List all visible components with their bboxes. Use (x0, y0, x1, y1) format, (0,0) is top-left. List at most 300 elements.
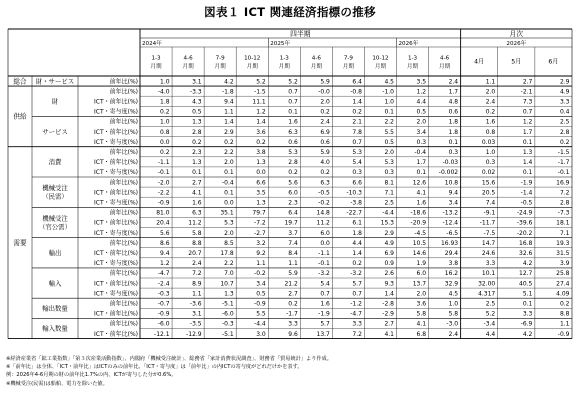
metric-label: ICT・前年比(%) (93, 98, 138, 106)
table-cell: 3.3 (522, 310, 533, 318)
table-cell: -0.0 (318, 88, 330, 96)
table-cell: 0.1 (224, 189, 234, 197)
header-quarter: 1-3 (407, 55, 418, 62)
table-cell: -3.5 (189, 320, 202, 328)
table-cell: -0.2 (254, 270, 266, 278)
table-cell: 1.6 (416, 199, 427, 207)
table-cell: 2.7 (288, 290, 298, 298)
table-cell: 2.9 (384, 229, 394, 237)
table-cell: 3.5 (256, 189, 266, 197)
table-cell: 32.9 (444, 280, 459, 288)
table-cell: 1.6 (320, 300, 330, 308)
metric-label: 前年比(%) (109, 118, 138, 126)
table-cell: 1.4 (384, 290, 394, 298)
header-quarter: 月期 (182, 63, 194, 70)
header-quarter: 1-3 (279, 55, 289, 62)
table-cell: 3.4 (256, 280, 266, 288)
table-cell: 1.1 (192, 290, 202, 298)
table-cell: -5.1 (221, 300, 234, 308)
item-label: 機械受注 (42, 184, 68, 193)
metric-label: 前年比(%) (109, 209, 138, 217)
item-label: 機械受注 (42, 214, 68, 223)
table-cell: -0.1 (557, 169, 570, 177)
table-cell: 9.2 (256, 249, 266, 257)
table-cell: -12.1 (154, 330, 170, 338)
table-cell: 7.3 (522, 98, 533, 106)
table-cell: -3.6 (189, 300, 202, 308)
table-cell: 7.4 (485, 199, 496, 207)
table-cell: 5.4 (352, 159, 362, 167)
table-cell: 24.6 (481, 249, 496, 257)
table-cell: 7.0 (224, 270, 234, 278)
table-cell: -1.7 (286, 310, 298, 318)
table-cell: 9.6 (288, 330, 298, 338)
header-quarter: 月期 (310, 63, 322, 70)
table-cell: -0.4 (221, 179, 234, 187)
item-label: 輸入数量 (42, 324, 68, 333)
table-cell: 5.6 (160, 229, 170, 237)
header-quarter: 4-6 (183, 55, 193, 62)
table-cell: 16.8 (519, 239, 533, 247)
item-label: （民需） (42, 192, 68, 201)
footnote: ※「前年比」は全体、「ICT・前年比」はICTのみの前年比、「ICT・寄与度」は「前年比」の内ICTの寄与度がどれだけかを表す。 (6, 364, 303, 371)
table-cell: 0.6 (288, 138, 298, 146)
table-cell: 27.4 (556, 280, 570, 288)
table-cell: 6.3 (320, 179, 330, 187)
table-cell: 7.2 (192, 270, 202, 278)
metric-label: ICT・寄与度(%) (93, 169, 138, 177)
table-cell: 1.7 (522, 128, 533, 136)
header-month: 6月 (548, 58, 559, 66)
table-cell: 14.6 (412, 249, 427, 257)
table-cell: 2.8 (192, 128, 202, 136)
table-cell: 5.3 (288, 148, 298, 156)
table-cell: 0.6 (448, 108, 459, 116)
table-cell: 0.2 (352, 260, 362, 268)
footnote: ※経済産業省「鉱工業指数」「第３次産業活動指数」、内閣府「機械受注統計」、総務省「家計消費状況調査」、財務省「貿易統計」より作成。 (6, 356, 332, 362)
table-cell: 5.9 (320, 148, 330, 156)
table-cell: -3.2 (350, 270, 362, 278)
table-cell: 3.6 (416, 300, 427, 308)
table-cell: 0.1 (192, 169, 202, 177)
table-cell: 3.2 (256, 239, 266, 247)
table-cell: 5.9 (288, 270, 298, 278)
table-cell: -3.3 (189, 88, 202, 96)
table-cell: 0.0 (256, 169, 266, 177)
table-cell: -9.1 (483, 209, 496, 217)
table-cell: -4.7 (157, 270, 170, 278)
table-cell: -11.7 (479, 219, 496, 227)
table-cell: 8.8 (559, 310, 570, 318)
table-cell: 1.8 (448, 118, 459, 126)
table-cell: 6.0 (320, 229, 330, 237)
table-cell: -0.3 (221, 320, 234, 328)
group-label: 総合 (13, 77, 27, 86)
table-cell: 1.4 (256, 118, 266, 126)
table-cell: 1.2 (160, 260, 170, 268)
table-cell: 3.3 (352, 320, 362, 328)
table-cell: 0.2 (160, 108, 170, 116)
table-cell: 0.9 (384, 260, 394, 268)
table-cell: -4.4 (382, 209, 394, 217)
table-cell: 2.4 (485, 98, 496, 106)
table-cell: 0.5 (384, 138, 394, 146)
table-cell: -0.5 (318, 189, 330, 197)
table-cell: 1.2 (256, 108, 266, 116)
table-cell: -0.7 (157, 300, 170, 308)
table-cell: -0.9 (157, 310, 170, 318)
table-cell: 0.1 (448, 138, 459, 146)
table-cell: 0.2 (256, 138, 266, 146)
table-cell: 4.1 (416, 320, 427, 328)
table-cell: 13.7 (412, 280, 427, 288)
table-cell: 5.4 (320, 280, 330, 288)
table-cell: 6.3 (192, 209, 202, 217)
table-cell: 15.3 (380, 219, 394, 227)
table-cell: -1.5 (254, 88, 266, 96)
table-cell: -18.6 (410, 209, 427, 217)
table-cell: -7.5 (483, 229, 496, 237)
table-cell: 2.0 (224, 159, 234, 167)
table-cell: -1.4 (520, 189, 533, 197)
table-cell: 6.4 (352, 78, 362, 86)
table-cell: 0.1 (288, 108, 298, 116)
table-cell: -0.9 (157, 199, 170, 207)
metric-label: ICT・寄与度(%) (93, 199, 138, 207)
table-cell: 5.5 (256, 310, 266, 318)
table-cell: 2.0 (485, 88, 496, 96)
header-quarter: 4-6 (440, 55, 450, 62)
table-cell: -3.4 (483, 320, 496, 328)
table-cell: 1.4 (224, 118, 234, 126)
table-cell: -1.9 (520, 179, 533, 187)
table-cell: 3.6 (256, 128, 266, 136)
page-title: 図表１ ICT 関連経済指標の推移 (204, 5, 376, 19)
table-cell: -0.5 (520, 199, 533, 207)
table-cell: 8.4 (288, 249, 298, 257)
table-cell: 1.8 (352, 229, 362, 237)
table-cell: 40.5 (519, 280, 533, 288)
table-cell: 7.2 (352, 330, 362, 338)
table-cell: 0.3 (485, 159, 496, 167)
table-cell: 1.0 (448, 300, 459, 308)
table-cell: 0.2 (559, 300, 570, 308)
table-cell: -0.9 (254, 300, 266, 308)
table-cell: -12.4 (442, 219, 459, 227)
table-cell: 0.0 (320, 239, 330, 247)
table-cell: -0.8 (350, 88, 362, 96)
table-cell: 8.9 (192, 280, 202, 288)
table-cell: -39.6 (516, 219, 533, 227)
table-cell: 15.6 (481, 179, 496, 187)
table-cell: 1.3 (256, 159, 266, 167)
table-cell: -0.1 (157, 169, 170, 177)
header-quarter: 月期 (342, 63, 355, 70)
table-cell: 20.4 (156, 219, 170, 227)
table-cell: 2.5 (485, 300, 496, 308)
header-monthly-year: 2026年 (506, 41, 527, 47)
header-quarter: 7-9 (343, 55, 353, 62)
table-cell: -1.1 (318, 249, 330, 257)
table-cell: 1.9 (416, 260, 427, 268)
table-cell: 16.93 (440, 239, 459, 247)
table-cell: 10.5 (412, 239, 427, 247)
table-cell: 8.6 (160, 239, 170, 247)
table-cell: 4.1 (192, 189, 202, 197)
table-cell: 1.3 (224, 290, 234, 298)
table-cell: -0.1 (318, 260, 330, 268)
header-quarter: 月期 (150, 63, 162, 70)
table-cell: 1.1 (288, 260, 298, 268)
table-cell: 1.7 (416, 159, 427, 167)
table-cell: 79.7 (252, 209, 266, 217)
table-cell: 0.7 (352, 290, 362, 298)
table-cell: 19.7 (284, 219, 298, 227)
table-cell: -1.2 (350, 300, 362, 308)
table-cell: 3.1 (192, 310, 202, 318)
metric-label: ICT・前年比(%) (93, 280, 138, 288)
table-cell: 0.8 (485, 128, 496, 136)
header-year: 2025年 (270, 41, 291, 47)
table-cell: 3.5 (416, 78, 427, 86)
table-cell: 2.5 (559, 118, 570, 126)
table-cell: 0.7 (522, 108, 533, 116)
table-cell: 5.8 (192, 229, 202, 237)
table-cell: 4.4 (352, 239, 362, 247)
metric-label: ICT・寄与度(%) (93, 138, 138, 146)
table-cell: 4.3 (192, 98, 202, 106)
metric-label: ICT・寄与度(%) (93, 229, 138, 237)
table-cell: 16.9 (556, 179, 570, 187)
table-cell: 4.4 (485, 330, 496, 338)
metric-label: 前年比(%) (109, 179, 138, 187)
table-cell: 2.7 (522, 78, 533, 86)
table-cell: 3.7 (288, 229, 298, 237)
table-cell: 17.8 (220, 249, 234, 257)
table-cell: 0.8 (160, 128, 170, 136)
table-cell: -2.7 (254, 229, 266, 237)
table-cell: 5.6 (288, 179, 298, 187)
metric-label: ICT・前年比(%) (93, 159, 138, 167)
table-cell: 2.6 (384, 270, 394, 278)
metric-label: ICT・前年比(%) (93, 310, 138, 318)
header-year: 2026年 (398, 41, 419, 47)
table-cell: 6.9 (384, 249, 394, 257)
table-cell: 5.3 (352, 148, 362, 156)
table-cell: 0.2 (288, 300, 298, 308)
table-cell: 2.8 (288, 159, 298, 167)
table-cell: 5.2 (485, 310, 496, 318)
table-cell: 11.2 (188, 219, 202, 227)
table-cell: 0.4 (559, 108, 570, 116)
table-cell: -1.1 (157, 159, 170, 167)
metric-label: 前年比(%) (109, 270, 138, 278)
table-cell: 5.5 (384, 128, 394, 136)
table-cell: 2.7 (384, 320, 394, 328)
table-cell: 5.8 (416, 310, 427, 318)
table-cell: -3.8 (350, 199, 362, 207)
group-label: 需要 (13, 238, 27, 247)
table-cell: -0.2 (318, 199, 330, 207)
table-cell: 0.7 (288, 98, 298, 106)
table-cell: -2.9 (382, 310, 394, 318)
table-cell: 8.1 (384, 179, 394, 187)
table-cell: -1.5 (557, 148, 570, 156)
table-cell: 2.7 (192, 179, 202, 187)
table-cell: 7.4 (288, 239, 298, 247)
table-cell: 1.8 (160, 98, 170, 106)
table-cell: -1.9 (318, 310, 330, 318)
table-cell: 5.3 (224, 219, 234, 227)
table-cell: 20.7 (188, 249, 202, 257)
metric-label: ICT・前年比(%) (93, 189, 138, 197)
table-cell: 1.4 (522, 159, 533, 167)
table-cell: 2.4 (448, 78, 459, 86)
header-quarter: 1-3 (151, 55, 161, 62)
table-cell: -1.0 (382, 88, 394, 96)
table-cell: -1.8 (221, 88, 234, 96)
table-cell: -2.8 (382, 300, 394, 308)
table-cell: 5.2 (288, 78, 298, 86)
table-cell: 5.9 (320, 78, 330, 86)
table-cell: 7.2 (559, 189, 570, 197)
table-cell: 3.3 (559, 98, 570, 106)
table-cell: -6.5 (446, 229, 459, 237)
metric-label: 前年比(%) (109, 78, 138, 86)
table-cell: 2.1 (352, 118, 362, 126)
table-cell: 6.9 (320, 128, 330, 136)
table-cell: 0.03 (481, 138, 496, 146)
table-cell: 1.2 (522, 118, 533, 126)
table-cell: -0.3 (157, 290, 170, 298)
table-cell: 3.9 (559, 260, 570, 268)
table-cell: 1.3 (192, 159, 202, 167)
table-cell: 0.5 (416, 108, 427, 116)
table-cell: 4.2 (522, 260, 533, 268)
metric-label: ICT・寄与度(%) (93, 290, 138, 298)
header-quarter: 10-12 (372, 55, 389, 62)
table-cell: 3.1 (192, 78, 202, 86)
table-cell: 3.3 (288, 320, 298, 328)
table-cell: -4.0 (157, 88, 170, 96)
table-cell: 0.3 (384, 169, 394, 177)
table-cell: -20.2 (516, 229, 533, 237)
table-cell: -0.4 (414, 148, 427, 156)
table-cell: 11.2 (316, 219, 330, 227)
table-cell: 0.2 (224, 138, 234, 146)
table-cell: -6.0 (157, 320, 170, 328)
table-cell: 0.02 (481, 169, 496, 177)
item-label: 輸出数量 (42, 304, 68, 313)
table-cell: 0.0 (224, 199, 234, 207)
table-cell: 16.2 (444, 270, 459, 278)
table-cell: 0.7 (320, 290, 330, 298)
table-cell: 5.3 (384, 159, 394, 167)
header-quarter: 月期 (438, 63, 451, 70)
table-cell: -7.3 (557, 209, 570, 217)
table-cell: -3.2 (318, 270, 330, 278)
table-cell: 4.4 (416, 98, 427, 106)
table-cell: 32.6 (519, 249, 533, 257)
item-label: （官公需） (39, 222, 71, 231)
table-cell: 20.5 (481, 189, 496, 197)
table-cell: 0.1 (522, 169, 533, 177)
table-cell: -10.3 (346, 189, 362, 197)
table-cell: -7.2 (254, 219, 266, 227)
table-cell: 1.0 (384, 98, 394, 106)
table-cell: 8.8 (192, 239, 202, 247)
table-cell: -13.2 (442, 209, 459, 217)
metric-label: ICT・前年比(%) (93, 128, 138, 136)
table-cell: 4.8 (448, 98, 459, 106)
item-label: 消費 (48, 158, 62, 167)
table-cell: 4.317 (478, 290, 496, 298)
table-cell: 5.8 (448, 310, 459, 318)
table-cell: 0.1 (522, 138, 533, 146)
table-cell: -0.9 (557, 330, 570, 338)
item-label: 財 (51, 97, 59, 106)
table-cell: 4.9 (559, 88, 570, 96)
table-cell: -4.5 (414, 229, 427, 237)
table-cell: 1.1 (256, 260, 266, 268)
metric-label: 前年比(%) (109, 239, 138, 247)
table-cell: 19.3 (556, 239, 570, 247)
header-quarter: 4-6 (311, 55, 321, 62)
table-cell: 1.6 (288, 118, 298, 126)
table-cell: 3.4 (448, 199, 459, 207)
metric-label: 前年比(%) (109, 320, 138, 328)
table-cell: 1.2 (416, 88, 427, 96)
table-cell: 5.1 (522, 290, 533, 298)
table-cell: -1.7 (557, 159, 570, 167)
table-cell: 1.1 (485, 78, 496, 86)
table-cell: 31.5 (556, 249, 570, 257)
footnotes (6, 355, 576, 388)
table-cell: 4.5 (448, 290, 459, 298)
table-cell: -24.9 (516, 209, 533, 217)
table-cell: 0.1 (384, 108, 394, 116)
table-cell: 29.4 (444, 249, 459, 257)
table-cell: 2.3 (192, 148, 202, 156)
table-cell: -2.0 (157, 179, 170, 187)
table-cell: 1.7 (448, 88, 459, 96)
table-cell: 2.2 (224, 260, 234, 268)
table-cell: 35.1 (220, 209, 234, 217)
footnote: 例：2026年4-6月期の財の前年比1.7%の内、ICTが寄与した分が0.6%。 (6, 372, 177, 379)
table-cell: 10.8 (444, 179, 459, 187)
table-cell: 3.3 (485, 260, 496, 268)
table-cell: -3.0 (446, 320, 459, 328)
table-cell: -20.9 (410, 219, 427, 227)
table-cell: 2.4 (320, 118, 330, 126)
table-cell: 81.0 (156, 209, 170, 217)
metric-label: ICT・寄与度(%) (93, 260, 138, 268)
table-cell: 4.5 (384, 78, 394, 86)
table-cell: 0.1 (224, 169, 234, 177)
table-cell: 2.0 (224, 229, 234, 237)
table-cell: 2.2 (224, 148, 234, 156)
table-cell: 6.6 (256, 179, 266, 187)
table-cell: 0.2 (160, 148, 170, 156)
table-cell: 12.6 (412, 179, 427, 187)
table-cell: 1.3 (522, 148, 533, 156)
table-cell: 21.2 (284, 280, 298, 288)
table-cell: 1.3 (256, 199, 266, 207)
table-cell: 6.0 (416, 270, 427, 278)
header-quarter: 7-9 (215, 55, 225, 62)
header-quarter: 月期 (278, 63, 290, 70)
header-month: 5月 (511, 58, 522, 66)
